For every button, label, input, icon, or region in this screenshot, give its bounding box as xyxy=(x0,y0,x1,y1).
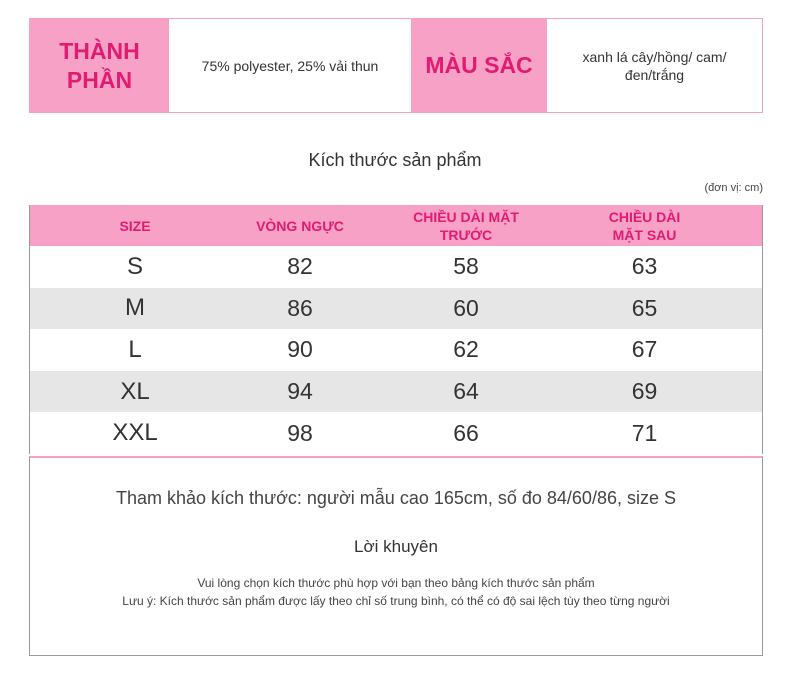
model-reference-text: Tham khảo kích thước: người mẫu cao 165cm, số đo 84/60/86, size S xyxy=(116,488,676,508)
table-row xyxy=(30,371,762,413)
composition-value: 75% polyester, 25% vải thun xyxy=(201,57,379,74)
front-length-cell: 64 xyxy=(453,378,479,405)
back-length-cell: 63 xyxy=(631,253,658,280)
header-front-length: CHIỀU DÀI MẶT TRƯỚC xyxy=(413,208,519,243)
notes-box xyxy=(29,456,763,656)
front-length-cell: 62 xyxy=(453,336,479,363)
advice-line-2: Lưu ý: Kích thước sản phẩm được lấy theo chỉ số trung bình, có thể có độ sai lệch tùy theo từng người xyxy=(122,594,670,608)
advice-title: Lời khuyên xyxy=(354,537,438,556)
size-cell: XL xyxy=(120,377,150,405)
chest-cell: 94 xyxy=(287,378,313,405)
size-table xyxy=(29,205,763,454)
size-cell: S xyxy=(126,252,143,280)
color-value: xanh lá cây/hồng/ cam/đen/trắng xyxy=(582,48,727,83)
header-size: SIZE xyxy=(119,217,151,234)
size-cell: M xyxy=(125,294,145,322)
front-length-cell: 58 xyxy=(453,253,479,280)
back-length-cell: 71 xyxy=(631,419,658,446)
size-cell: XXL xyxy=(112,419,158,447)
header-back-length: CHIỀU DÀI MẶT SAU xyxy=(608,208,681,243)
size-cell: L xyxy=(128,335,142,363)
table-row xyxy=(30,288,762,330)
front-length-cell: 60 xyxy=(453,294,479,321)
unit-note: (đơn vị: cm) xyxy=(704,182,763,194)
table-row xyxy=(30,246,762,288)
color-label: MÀU SẮC xyxy=(411,19,547,112)
advice-line-1: Vui lòng chọn kích thước phù hợp với bạn theo bảng kích thước sản phẩm xyxy=(197,576,595,590)
back-length-cell: 65 xyxy=(631,294,658,321)
front-length-cell: 66 xyxy=(453,419,479,446)
chest-cell: 82 xyxy=(287,253,313,280)
table-row xyxy=(30,329,762,371)
chest-cell: 98 xyxy=(287,419,313,446)
table-row xyxy=(30,412,762,454)
composition-label: THÀNH PHẦN xyxy=(30,19,169,112)
product-info-bar xyxy=(29,18,763,113)
chest-cell: 90 xyxy=(287,336,313,363)
back-length-cell: 67 xyxy=(631,336,658,363)
chest-cell: 86 xyxy=(287,294,313,321)
size-chart-title: Kích thước sản phẩm xyxy=(308,150,482,170)
table-header-row xyxy=(30,205,762,246)
header-chest: VÒNG NGỰC xyxy=(256,217,344,234)
back-length-cell: 69 xyxy=(631,378,658,405)
